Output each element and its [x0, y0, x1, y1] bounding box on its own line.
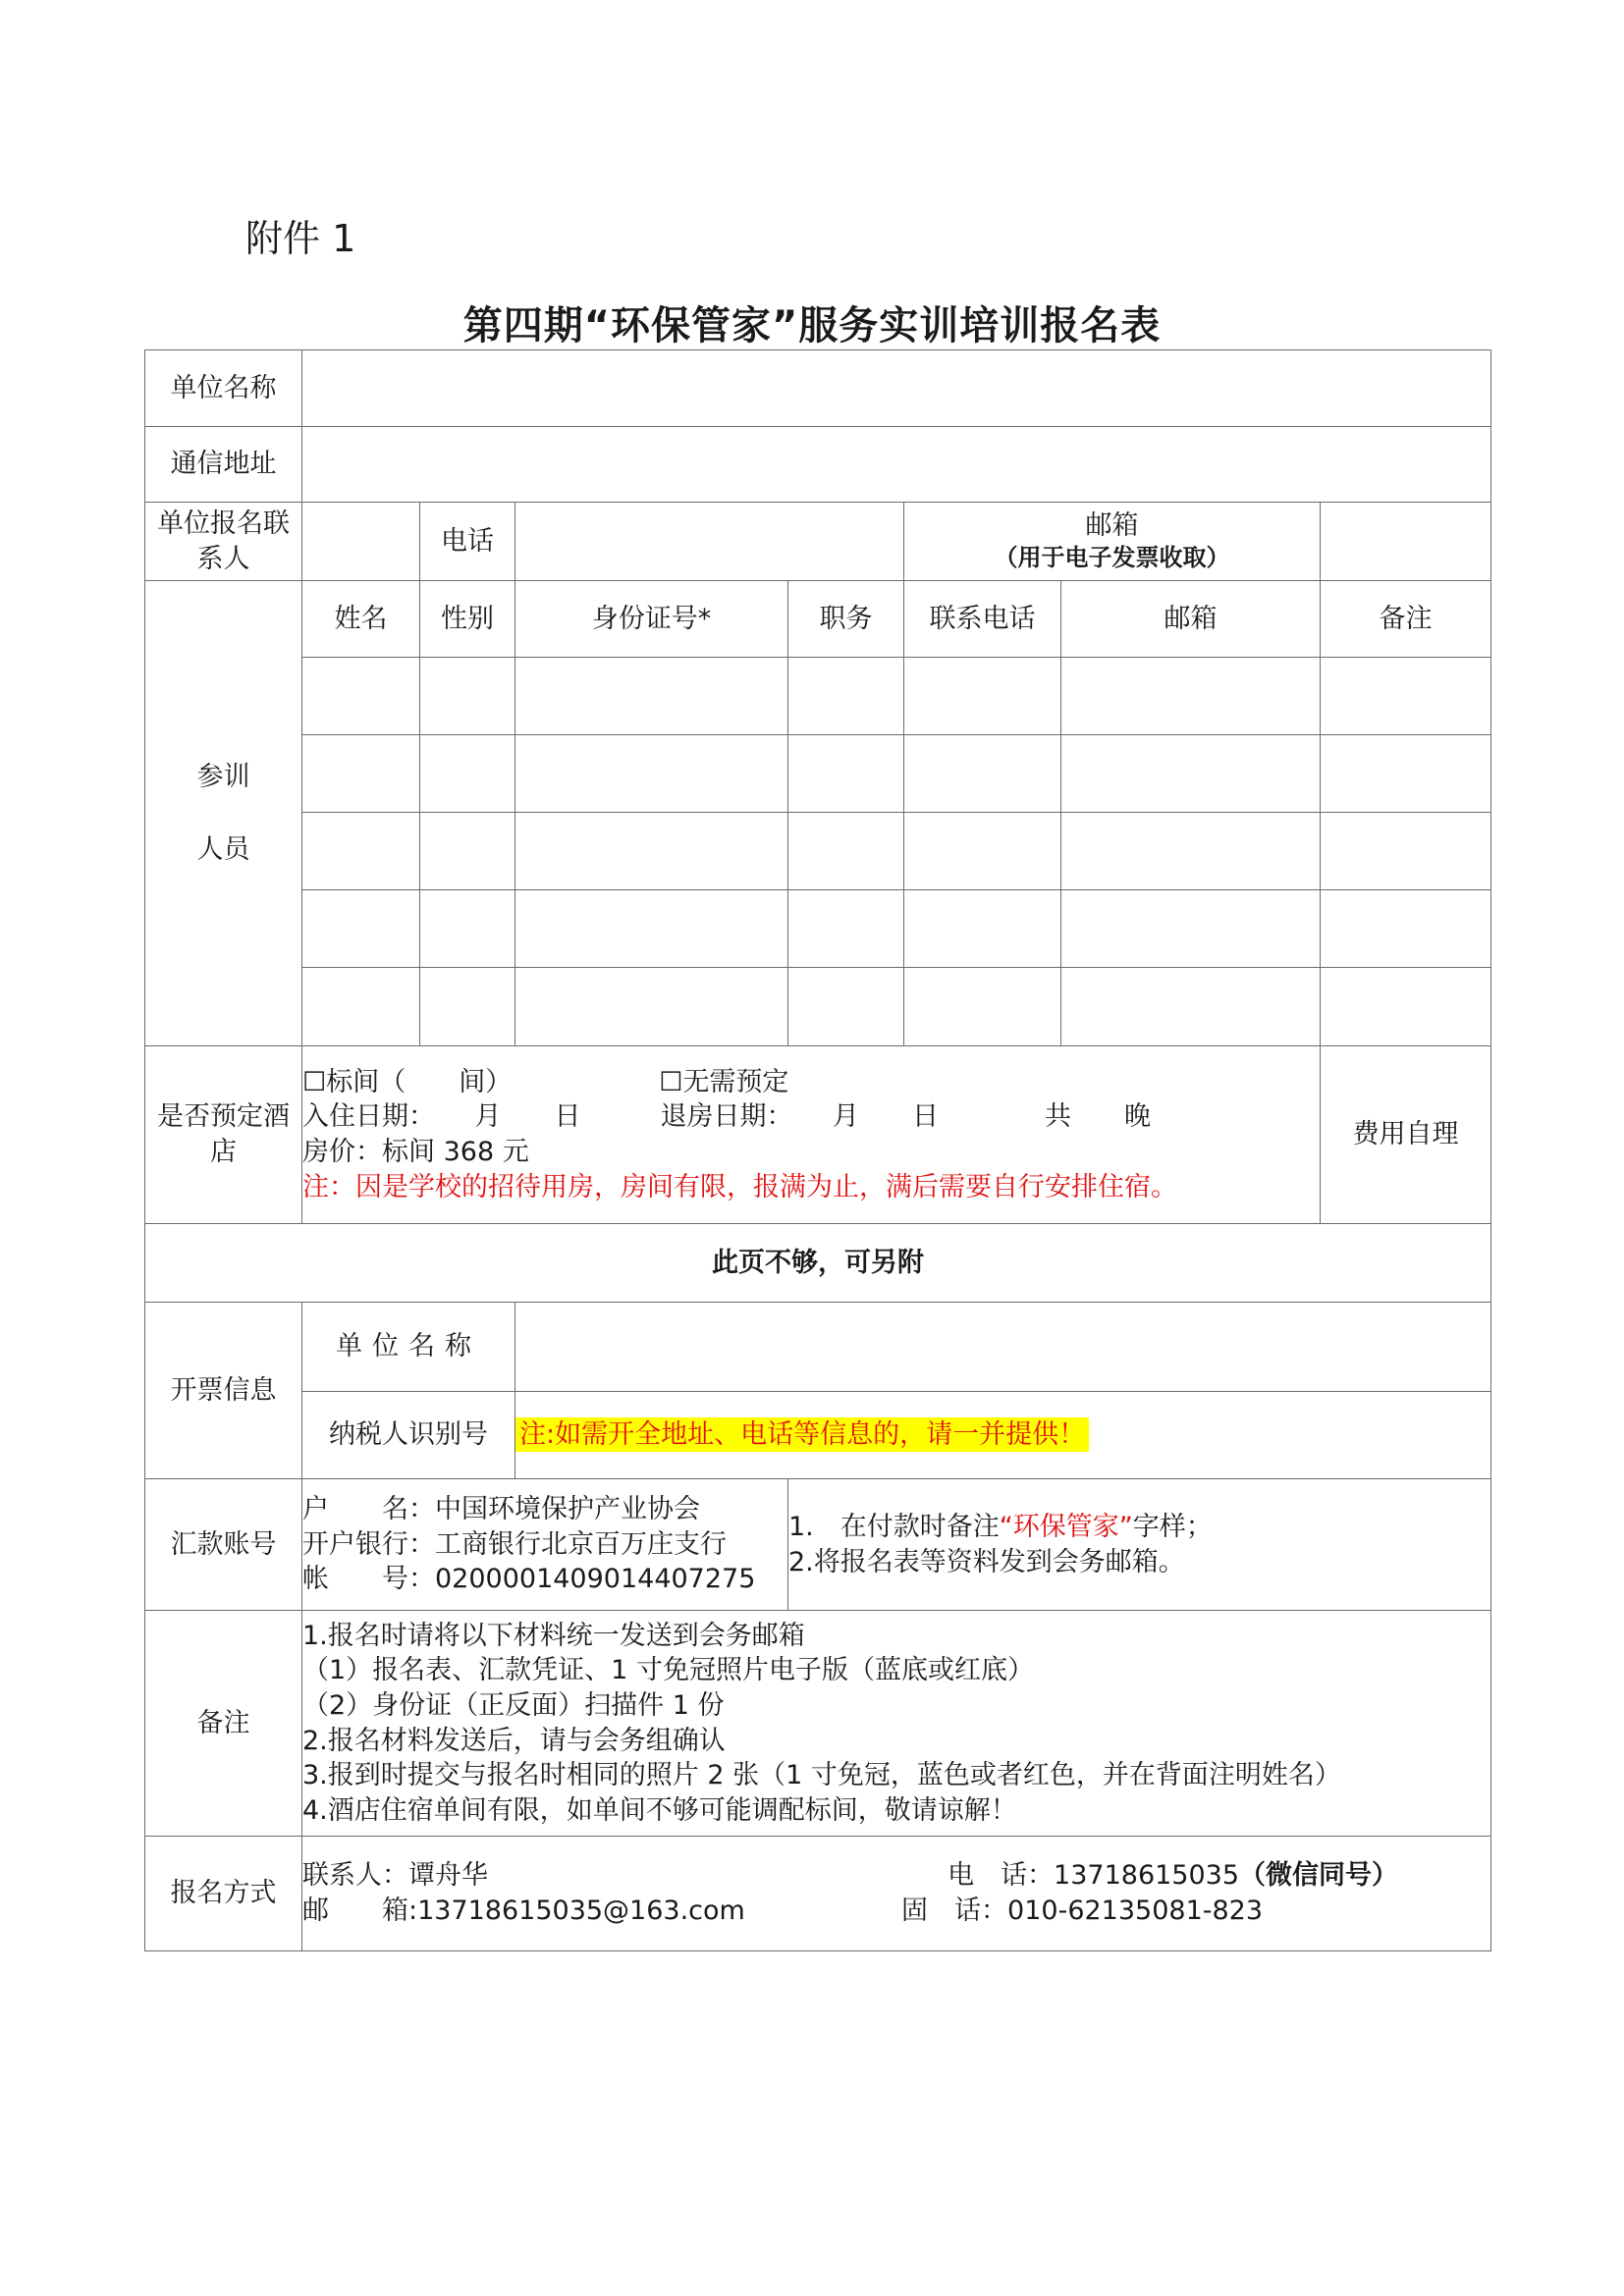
no-booking-checkbox[interactable]: ☐	[659, 1066, 683, 1097]
address-row	[145, 427, 1491, 503]
trainee-phone-cell[interactable]	[904, 968, 1061, 1046]
trainee-gender-cell[interactable]	[420, 890, 515, 968]
remit-label: 汇款账号	[145, 1479, 302, 1611]
trainee-email-cell[interactable]	[1061, 813, 1321, 890]
trainee-name-cell[interactable]	[302, 658, 420, 735]
hotel-fee: 费用自理	[1321, 1046, 1491, 1224]
trainee-email-cell[interactable]	[1061, 968, 1321, 1046]
header-name: 姓名	[302, 581, 420, 658]
trainee-name-cell[interactable]	[302, 890, 420, 968]
hotel-note: 注：因是学校的招待用房，房间有限，报满为止，满后需要自行安排住宿。	[302, 1171, 1177, 1202]
taxid-label: 纳税人识别号	[302, 1392, 515, 1479]
phone-label: 电话	[420, 503, 515, 581]
trainee-email-cell[interactable]	[1061, 658, 1321, 735]
trainee-remark-cell[interactable]	[1321, 658, 1491, 735]
trainee-phone-cell[interactable]	[904, 813, 1061, 890]
trainee-row	[145, 658, 1491, 735]
registration-email: 邮 箱:13718615035@163.com	[302, 1896, 745, 1926]
trainee-gender-cell[interactable]	[420, 735, 515, 813]
contact-row	[145, 503, 1491, 581]
trainee-row	[145, 735, 1491, 813]
registration-line-2	[302, 1894, 1487, 1929]
contact-label: 单位报名联系人	[145, 503, 302, 581]
trainee-remark-cell[interactable]	[1321, 890, 1491, 968]
trainee-remark-cell[interactable]	[1321, 813, 1491, 890]
remit-account	[302, 1479, 788, 1611]
trainee-name-cell[interactable]	[302, 813, 420, 890]
invoice-unit-label: 单位名称	[302, 1303, 515, 1392]
remark-line: 1.报名时请将以下材料统一发送到会务邮箱	[302, 1620, 805, 1651]
invoice-label: 开票信息	[145, 1303, 302, 1479]
remit-note-1-highlight: “环保管家”	[999, 1511, 1133, 1542]
trainee-id-cell[interactable]	[515, 890, 788, 968]
trainee-gender-cell[interactable]	[420, 813, 515, 890]
remit-account-number: 帐 号：0200001409014407275	[302, 1564, 756, 1595]
registration-mobile	[947, 1858, 1398, 1894]
trainee-position-cell[interactable]	[788, 658, 904, 735]
trainees-label-2: 人员	[196, 833, 250, 865]
hotel-price-line: 房价：标间 368 元	[302, 1137, 529, 1167]
registration-details	[302, 1837, 1491, 1951]
trainee-phone-cell[interactable]	[904, 735, 1061, 813]
trainee-gender-cell[interactable]	[420, 968, 515, 1046]
trainee-header-row	[145, 581, 1491, 658]
no-booking-option: 无需预定	[682, 1066, 789, 1097]
trainee-remark-cell[interactable]	[1321, 968, 1491, 1046]
remark-line: 4.酒店住宿单间有限，如单间不够可能调配标间，敬请谅解！	[302, 1794, 1017, 1826]
invoice-row-1	[145, 1303, 1491, 1392]
remark-line: （2）身份证（正反面）扫描件 1 份	[302, 1689, 725, 1721]
remit-notes	[788, 1479, 1491, 1611]
trainee-name-cell[interactable]	[302, 735, 420, 813]
trainee-name-cell[interactable]	[302, 968, 420, 1046]
trainee-id-cell[interactable]	[515, 813, 788, 890]
header-remark: 备注	[1321, 581, 1491, 658]
standard-room-option: 标间（ 间）	[326, 1066, 513, 1097]
trainees-label-1: 参训	[196, 761, 250, 792]
address-label: 通信地址	[145, 427, 302, 503]
hotel-details	[302, 1046, 1321, 1224]
email-label-cell	[904, 503, 1321, 581]
header-phone: 联系电话	[904, 581, 1061, 658]
registration-contact: 联系人：谭舟华	[302, 1860, 488, 1892]
trainee-phone-cell[interactable]	[904, 658, 1061, 735]
header-email: 邮箱	[1061, 581, 1321, 658]
header-position: 职务	[788, 581, 904, 658]
trainee-id-cell[interactable]	[515, 658, 788, 735]
remarks-content	[302, 1611, 1491, 1837]
registration-mobile-number: 电 话：13718615035	[947, 1860, 1240, 1892]
remit-row	[145, 1479, 1491, 1611]
contact-email-value[interactable]	[1321, 503, 1491, 581]
trainee-position-cell[interactable]	[788, 968, 904, 1046]
page-note: 此页不够，可另附	[145, 1224, 1491, 1303]
header-gender: 性别	[420, 581, 515, 658]
trainee-id-cell[interactable]	[515, 968, 788, 1046]
trainee-row	[145, 813, 1491, 890]
standard-room-checkbox[interactable]: ☐	[302, 1066, 327, 1097]
remit-note-1	[788, 1510, 1487, 1545]
remarks-label: 备注	[145, 1611, 302, 1837]
hotel-row	[145, 1046, 1491, 1224]
address-value[interactable]	[302, 427, 1491, 503]
contact-value[interactable]	[302, 503, 420, 581]
hotel-options-line	[302, 1065, 1316, 1100]
remark-line: 3.报到时提交与报名时相同的照片 2 张（1 寸免冠，蓝色或者红色，并在背面注明姓名）	[302, 1760, 1341, 1791]
remark-line: 2.报名材料发送后，请与会务组确认	[302, 1725, 726, 1756]
registration-row	[145, 1837, 1491, 1951]
trainee-gender-cell[interactable]	[420, 658, 515, 735]
attachment-label: 附件 1	[245, 217, 356, 260]
hotel-dates-line: 入住日期： 月 日 退房日期： 月 日 共 晚	[302, 1101, 1151, 1133]
trainee-email-cell[interactable]	[1061, 890, 1321, 968]
invoice-unit-value[interactable]	[515, 1303, 1491, 1392]
remit-note-1-suffix: 字样；	[1132, 1511, 1213, 1542]
registration-label: 报名方式	[145, 1837, 302, 1951]
registration-landline: 固 话：010-62135081-823	[901, 1896, 1264, 1926]
remark-line: （1）报名表、汇款凭证、1 寸免冠照片电子版（蓝底或红底）	[302, 1655, 1034, 1686]
invoice-row-2	[145, 1392, 1491, 1479]
phone-value[interactable]	[515, 503, 904, 581]
form-title: 第四期“环保管家”服务实训培训报名表	[462, 303, 1162, 348]
unit-name-row	[145, 350, 1491, 427]
trainee-email-cell[interactable]	[1061, 735, 1321, 813]
taxid-note: 注:如需开全地址、电话等信息的，请一并提供！	[515, 1417, 1089, 1452]
trainees-label	[145, 581, 302, 1046]
hotel-label: 是否预定酒店	[145, 1046, 302, 1224]
registration-line-1	[302, 1858, 1487, 1894]
header-id-number: 身份证号*	[515, 581, 788, 658]
registration-form-table	[144, 349, 1491, 1951]
email-label: 邮箱	[1085, 509, 1139, 541]
remit-account-name: 户 名：中国环境保护产业协会	[302, 1494, 700, 1525]
trainee-phone-cell[interactable]	[904, 890, 1061, 968]
email-note: （用于电子发票收取）	[994, 544, 1230, 572]
taxid-value[interactable]	[515, 1392, 1491, 1479]
unit-name-label: 单位名称	[145, 350, 302, 427]
trainee-row	[145, 890, 1491, 968]
trainee-position-cell[interactable]	[788, 813, 904, 890]
trainee-position-cell[interactable]	[788, 735, 904, 813]
trainee-position-cell[interactable]	[788, 890, 904, 968]
trainee-id-cell[interactable]	[515, 735, 788, 813]
unit-name-value[interactable]	[302, 350, 1491, 427]
registration-wechat-note: （微信同号）	[1239, 1860, 1399, 1892]
remit-note-1-prefix: 1. 在付款时备注	[788, 1511, 1000, 1542]
remarks-row	[145, 1611, 1491, 1837]
remit-bank: 开户银行：工商银行北京百万庄支行	[302, 1528, 727, 1560]
trainee-remark-cell[interactable]	[1321, 735, 1491, 813]
trainee-row	[145, 968, 1491, 1046]
remit-note-2: 2.将报名表等资料发到会务邮箱。	[788, 1546, 1185, 1577]
page-note-row	[145, 1224, 1491, 1303]
